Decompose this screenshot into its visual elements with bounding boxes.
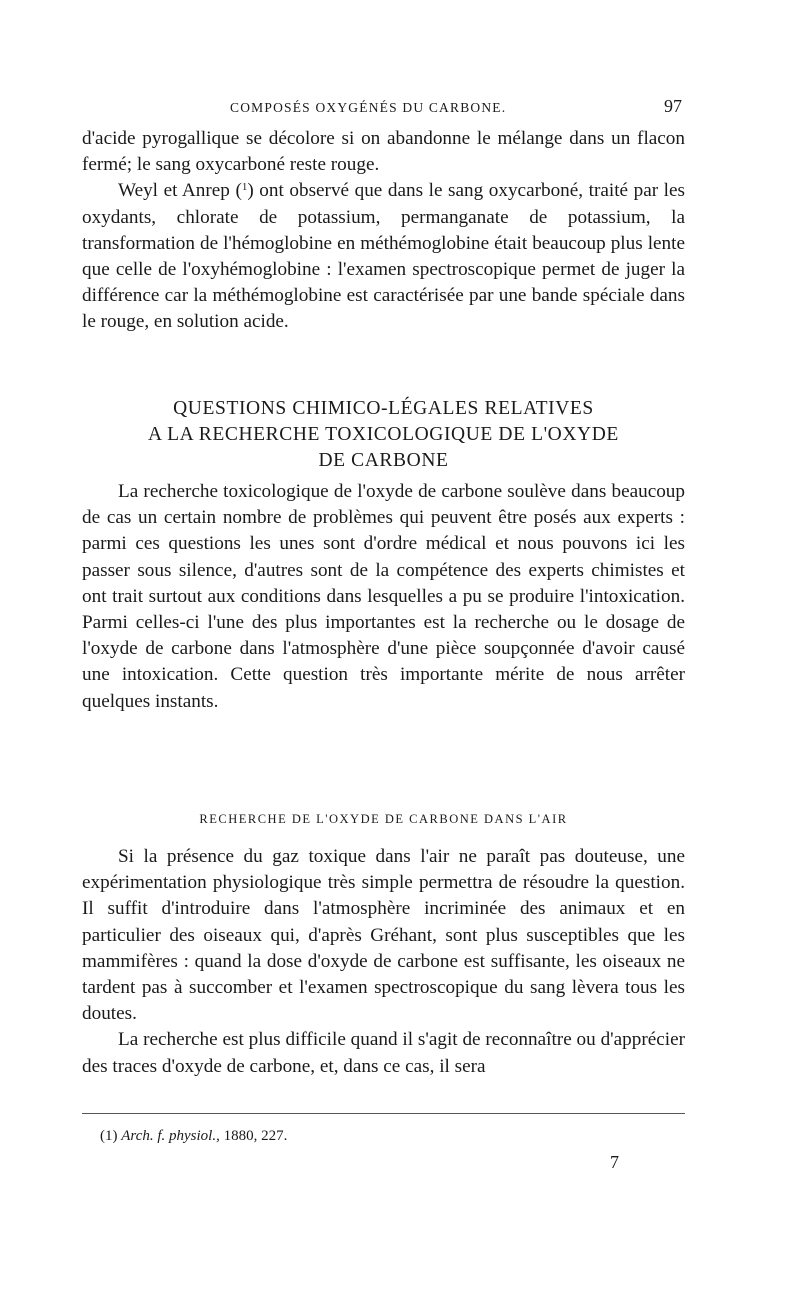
subsection-heading: RECHERCHE DE L'OXYDE DE CARBONE DANS L'AIR	[199, 812, 568, 826]
footnote	[100, 1128, 287, 1145]
paragraph: La recherche est plus difficile quand il s'agit de reconnaître ou d'apprécier des traces d'oxyde de carbone, et, dans ce cas, il sera	[82, 1029, 685, 1077]
paragraph: Si la présence du gaz toxique dans l'air ne paraît pas douteuse, une expérimentation physiologique très simple permettra de résoudre la question. Il suffit d'introduire dans l'atmosphère incriminée des animaux et en particulier des oiseaux qui, d'après Gréhant, sont plus susceptibles que les mammifères : quand la dose d'oxyde de carbone est suffisante, les oiseaux ne tardent pas à succomber et l'examen spectroscopique du sang lèvera tous les doutes.	[82, 846, 685, 1025]
text-block-bottom	[82, 844, 685, 1080]
signature-mark: 7	[610, 1152, 619, 1172]
paragraph: d'acide pyrogallique se décolore si on abandonne le mélange dans un flacon fermé; le sang oxycarboné reste rouge.	[82, 128, 685, 176]
section-heading-line: A LA RECHERCHE TOXICOLOGIQUE DE L'OXYDE	[148, 424, 619, 445]
page-number: 97	[664, 96, 682, 116]
footnote-journal: Arch. f. physiol.,	[121, 1128, 220, 1144]
footnote-year: 1880,	[223, 1128, 258, 1144]
paragraph-text: ) ont observé que dans le sang oxycarboné, traité par les oxydants, chlorate de potassium, permanganate de potassium, la transformation de l'hémoglobine en méthémoglobine était beaucoup plus lente que celle de l'oxyhémoglobine : l'examen spectroscopique permet de juger la différence car la méthémoglobine est caractérisée par une bande spéciale dans le rouge, en solution acide.	[82, 180, 685, 333]
paragraph	[82, 178, 685, 335]
section-heading-line: QUESTIONS CHIMICO-LÉGALES RELATIVES	[173, 398, 594, 419]
section-heading	[82, 396, 685, 474]
footnote-mark: (1)	[100, 1128, 118, 1144]
text-block-middle	[82, 479, 685, 715]
text-block-top	[82, 126, 685, 336]
paragraph-text: Weyl et Anrep (	[118, 180, 242, 202]
paragraph: La recherche toxicologique de l'oxyde de carbone soulève dans beaucoup de cas un certain nombre de problèmes qui peuvent être posés aux experts : parmi ces questions les unes sont d'ordre médical et nous pouvons ici les passer sous silence, d'autres sont de la compétence des experts chimistes et ont trait surtout aux conditions dans lesquelles a pu se produire l'intoxication. Parmi celles-ci l'une des plus importantes est la recherche ou le dosage de l'oxyde de carbone dans l'atmosphère d'une pièce soupçonnée d'avoir causé une intoxication. Cette question très importante mérite de nous arrêter quelques instants.	[82, 481, 685, 712]
footnote-divider	[82, 1113, 685, 1114]
footnote-page: 227.	[261, 1128, 288, 1144]
running-title: COMPOSÉS OXYGÉNÉS DU CARBONE.	[230, 100, 507, 115]
section-heading-line: DE CARBONE	[318, 450, 449, 471]
footnote-reference: 1	[241, 181, 248, 194]
